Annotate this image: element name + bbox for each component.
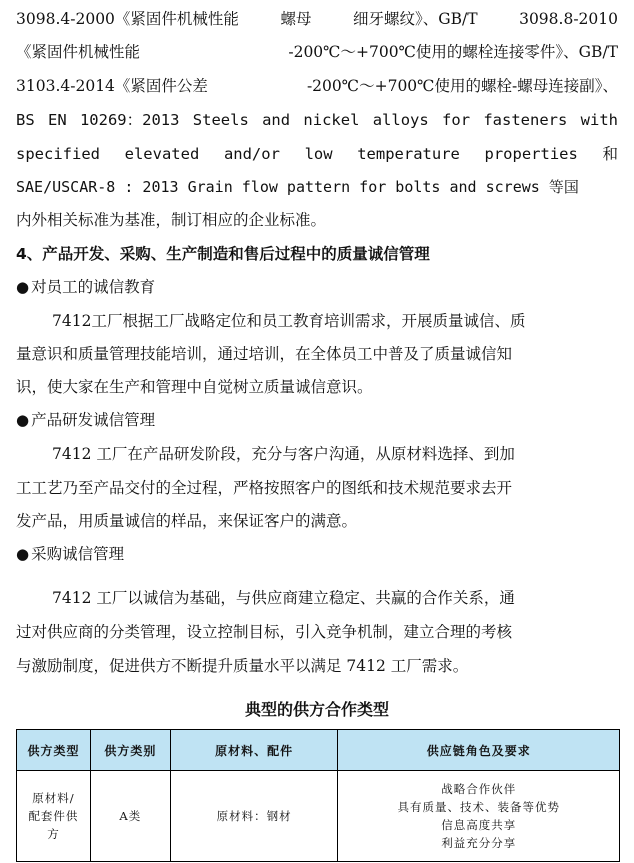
text-segment: EN (47, 111, 67, 129)
cell-text: 战略合作伙伴 (441, 782, 517, 796)
cell-text: 原材料/ (32, 791, 75, 805)
cell-text: 方 (47, 827, 60, 841)
bullet-item-rd-integrity (16, 410, 618, 430)
paragraph-line: 7412 工厂以诚信为基础，与供应商建立稳定、共赢的合作关系，通 (52, 589, 515, 607)
bullet-icon: ● (16, 545, 30, 563)
standards-line-5 (16, 144, 618, 164)
paragraph-line: 过对供应商的分类管理，设立控制目标，引入竞争机制，建立合理的考核 (16, 623, 513, 641)
standards-line-2 (16, 42, 618, 62)
paragraph-line: 7412工厂根据工厂战略定位和员工教育培训需求，开展质量诚信、质 (52, 312, 526, 330)
bullet-icon: ● (16, 411, 30, 429)
cell-text: 具有质量、技术、装备等优势 (397, 800, 560, 814)
table-row (17, 771, 620, 862)
text-segment: and/or (223, 145, 280, 163)
text-segment: properties (484, 145, 578, 163)
bullet-label: 产品研发诚信管理 (31, 411, 156, 429)
header-supplier-type: 供方类型 (17, 730, 91, 771)
cell-role (338, 771, 620, 862)
section-heading: 4、产品开发、采购、生产制造和售后过程中的质量诚信管理 (16, 245, 430, 263)
bullet-item-procurement-integrity (16, 544, 618, 564)
cell-material: 原材料：钢材 (170, 771, 338, 862)
standards-line-1 (16, 9, 618, 29)
text-segment: low (304, 145, 333, 163)
paragraph-line: 量意识和质量管理技能培训，通过培训，在全体员工中普及了质量诚信知 (16, 345, 513, 363)
bullet-label: 采购诚信管理 (31, 545, 125, 563)
text-segment: SAE/USCAR-8 : 2013 Grain flow pattern for bolts and screws 等国 (16, 178, 579, 196)
cell-supplier-type (17, 771, 91, 862)
table-caption: 典型的供方合作类型 (244, 700, 389, 719)
text-segment: Steels (192, 111, 249, 129)
bullet-label: 对员工的诚信教育 (31, 278, 156, 296)
text-segment: -200℃～+700℃使用的螺栓连接零件》、GB/T (288, 43, 618, 61)
header-supply-chain-role: 供应链角色及要求 (338, 730, 620, 771)
standards-line-3 (16, 76, 618, 96)
standards-line-4 (16, 110, 618, 130)
text-segment: 《紧固件机械性能 (16, 43, 141, 61)
text-segment: 3098.8-2010 (519, 10, 618, 28)
cell-text: 配套件供 (28, 809, 79, 823)
paragraph-line: 工工艺乃至产品交付的全过程，严格按照客户的图纸和技术规范要求去开 (16, 479, 513, 497)
table-header-row (17, 730, 620, 771)
text-segment: temperature (357, 145, 460, 163)
text-segment: fasteners (483, 111, 568, 129)
cell-category: A类 (90, 771, 170, 862)
supplier-type-table (16, 729, 620, 862)
standards-line-7: 内外相关标准为基准，制订相应的企业标准。 (16, 211, 327, 229)
paragraph-line: 与激励制度，促进供方不断提升质量水平以满足 7412 工厂需求。 (16, 657, 469, 675)
paragraph-line: 识，使大家在生产和管理中自觉树立质量诚信意识。 (16, 378, 373, 396)
standards-line-6 (16, 177, 618, 197)
text-segment: BS (16, 111, 35, 129)
text-segment: elevated (124, 145, 200, 163)
text-segment: 3098.4-2000《紧固件机械性能 (16, 10, 239, 28)
text-segment: nickel (303, 111, 360, 129)
text-segment: and (262, 111, 291, 129)
paragraph-line: 7412 工厂在产品研发阶段，充分与客户沟通，从原材料选择、到加 (52, 445, 515, 463)
cell-text: 信息高度共享 (441, 818, 517, 832)
text-segment: alloys (372, 111, 429, 129)
text-segment: for (442, 111, 471, 129)
bullet-icon: ● (16, 278, 30, 296)
text-segment: 螺母 (280, 10, 312, 28)
text-segment: specified (16, 145, 100, 163)
text-segment: -200℃～+700℃使用的螺栓-螺母连接副》、 (306, 77, 618, 95)
text-segment: 细牙螺纹》、GB/T (352, 10, 478, 28)
header-materials: 原材料、配件 (170, 730, 338, 771)
text-segment: 3103.4-2014《紧固件公差 (16, 77, 208, 95)
cell-text: 利益充分分享 (441, 836, 517, 850)
bullet-item-employee-education (16, 277, 618, 297)
text-segment: 10269：2013 (79, 111, 180, 129)
text-segment: 和 (602, 145, 618, 163)
text-segment: with (580, 111, 618, 129)
header-supplier-category: 供方类别 (90, 730, 170, 771)
paragraph-line: 发产品，用质量诚信的样品，来保证客户的满意。 (16, 512, 358, 530)
